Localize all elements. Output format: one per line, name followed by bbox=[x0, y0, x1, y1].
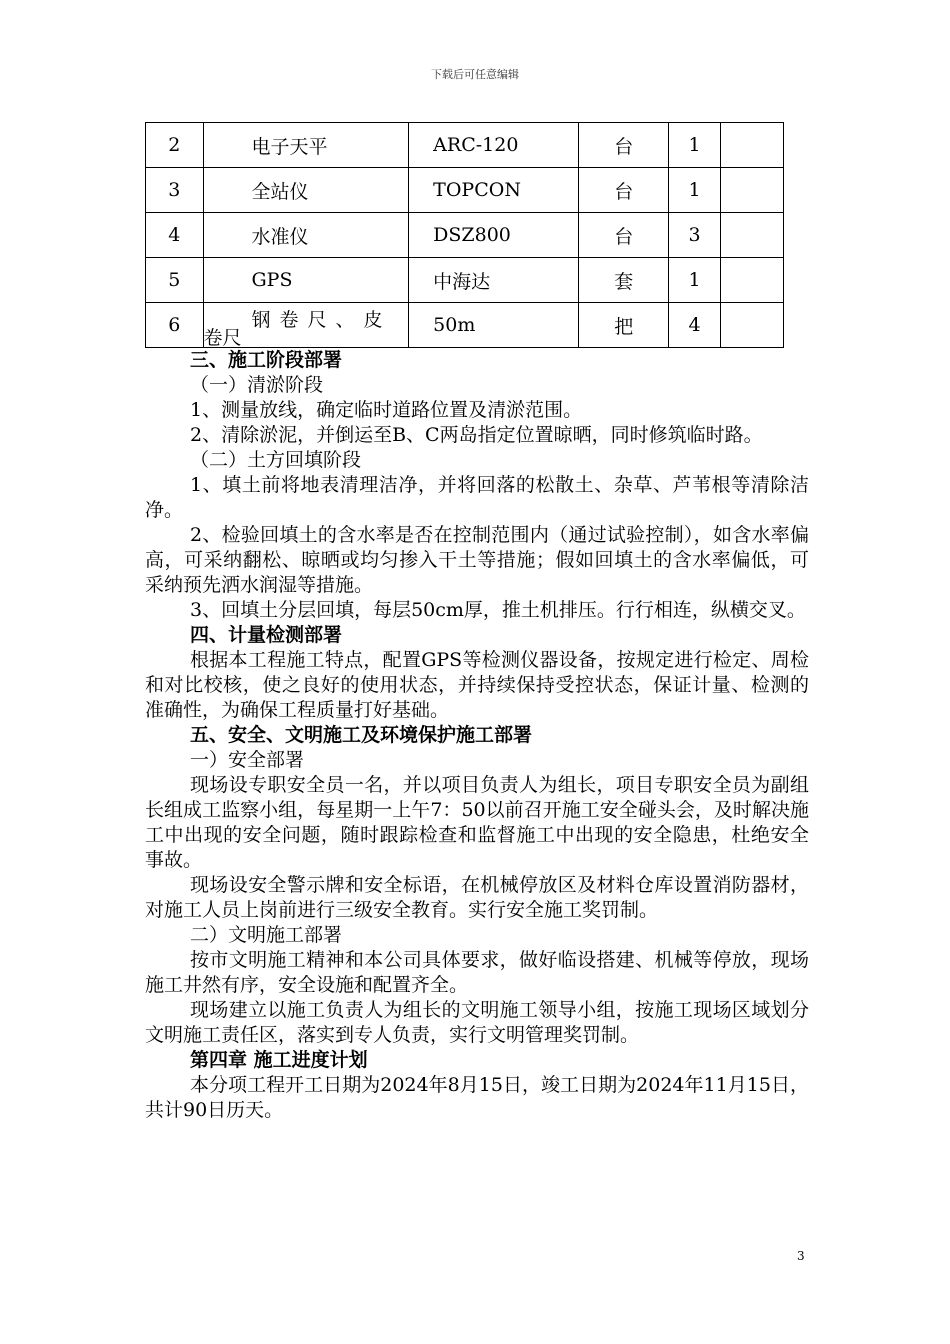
paragraph: 1、填土前将地表清理洁净，并将回落的松散土、杂草、芦苇根等清除洁净。 bbox=[145, 474, 809, 521]
row-no: 3 bbox=[146, 168, 204, 213]
subsection-heading: （一）清淤阶段 bbox=[190, 374, 324, 396]
row-unit: 台 bbox=[579, 213, 669, 258]
paragraph: 本分项工程开工日期为2024年8月15日，竣工日期为2024年11月15日，共计90日历天。 bbox=[145, 1074, 809, 1121]
paragraph: 2、检验回填土的含水率是否在控制范围内（通过试验控制），如含水率偏高，可采纳翻松、晾晒或均匀掺入干土等措施；假如回填土的含水率偏低，可采纳预先洒水润湿等措施。 bbox=[145, 524, 809, 596]
row-no: 4 bbox=[146, 213, 204, 258]
row-no: 6 bbox=[146, 303, 204, 348]
row-model: DSZ800 bbox=[409, 213, 579, 258]
row-no: 2 bbox=[146, 123, 204, 168]
paragraph: 现场设专职安全员一名，并以项目负责人为组长，项目专职安全员为副组长组成工监察小组，每星期一上午7：50以前召开施工安全碰头会，及时解决施工中出现的安全问题，随时跟踪检查和监督施工中出现的安全隐患，杜绝安全事故。 bbox=[145, 774, 809, 871]
row-name bbox=[203, 303, 409, 348]
paragraph: 现场建立以施工负责人为组长的文明施工领导小组，按施工现场区域划分文明施工责任区，落实到专人负责，实行文明管理奖罚制。 bbox=[145, 999, 809, 1046]
row-unit: 套 bbox=[579, 258, 669, 303]
paragraph: 2、清除淤泥，并倒运至B、C两岛指定位置晾晒，同时修筑临时路。 bbox=[190, 424, 763, 446]
paragraph: 1、测量放线，确定临时道路位置及清淤范围。 bbox=[190, 399, 583, 421]
row-name: 全站仪 bbox=[203, 168, 409, 213]
row-name-line1: 钢卷尺、皮 bbox=[251, 309, 392, 331]
row-note bbox=[720, 213, 783, 258]
paragraph: 3、回填土分层回填，每层50cm厚，推土机排压。行行相连，纵横交叉。 bbox=[190, 599, 806, 621]
row-unit: 台 bbox=[579, 168, 669, 213]
row-model: ARC-120 bbox=[409, 123, 579, 168]
row-note bbox=[720, 123, 783, 168]
section-heading: 三、施工阶段部署 bbox=[190, 349, 343, 371]
table-row bbox=[146, 168, 784, 213]
row-qty: 1 bbox=[669, 123, 720, 168]
chapter-heading: 第四章 施工进度计划 bbox=[190, 1049, 368, 1071]
table-row bbox=[146, 213, 784, 258]
row-name: 电子天平 bbox=[203, 123, 409, 168]
paragraph: 按市文明施工精神和本公司具体要求，做好临设搭建、机械等停放，现场施工井然有序，安全设施和配置齐全。 bbox=[145, 949, 809, 996]
row-no: 5 bbox=[146, 258, 204, 303]
table-row bbox=[146, 303, 784, 348]
row-name-line2: 卷尺 bbox=[203, 327, 242, 349]
header-note: 下载后可任意编辑 bbox=[431, 68, 519, 81]
subsection-heading: （二）土方回填阶段 bbox=[190, 449, 362, 471]
document-body bbox=[145, 348, 809, 1123]
section-heading: 四、计量检测部署 bbox=[190, 624, 343, 646]
row-model: TOPCON bbox=[409, 168, 579, 213]
paragraph: 根据本工程施工特点，配置GPS等检测仪器设备，按规定进行检定、周检和对比校核，使之良好的使用状态，并持续保持受控状态，保证计量、检测的准确性，为确保工程质量打好基础。 bbox=[145, 649, 809, 721]
row-qty: 1 bbox=[669, 168, 720, 213]
row-note bbox=[720, 168, 783, 213]
row-qty: 4 bbox=[669, 303, 720, 348]
row-qty: 3 bbox=[669, 213, 720, 258]
subsection-heading: 一）安全部署 bbox=[190, 749, 305, 771]
equipment-table bbox=[145, 122, 784, 348]
row-name: GPS bbox=[203, 258, 409, 303]
page-number: 3 bbox=[797, 1249, 805, 1263]
paragraph: 现场设安全警示牌和安全标语，在机械停放区及材料仓库设置消防器材，对施工人员上岗前进行三级安全教育。实行安全施工奖罚制。 bbox=[145, 874, 809, 921]
row-name: 水准仪 bbox=[203, 213, 409, 258]
row-note bbox=[720, 303, 783, 348]
section-heading: 五、安全、文明施工及环境保护施工部署 bbox=[190, 724, 533, 746]
subsection-heading: 二）文明施工部署 bbox=[190, 924, 343, 946]
row-model: 中海达 bbox=[409, 258, 579, 303]
row-unit: 台 bbox=[579, 123, 669, 168]
row-qty: 1 bbox=[669, 258, 720, 303]
table-row bbox=[146, 123, 784, 168]
row-unit: 把 bbox=[579, 303, 669, 348]
table-row bbox=[146, 258, 784, 303]
row-note bbox=[720, 258, 783, 303]
row-model: 50m bbox=[409, 303, 579, 348]
